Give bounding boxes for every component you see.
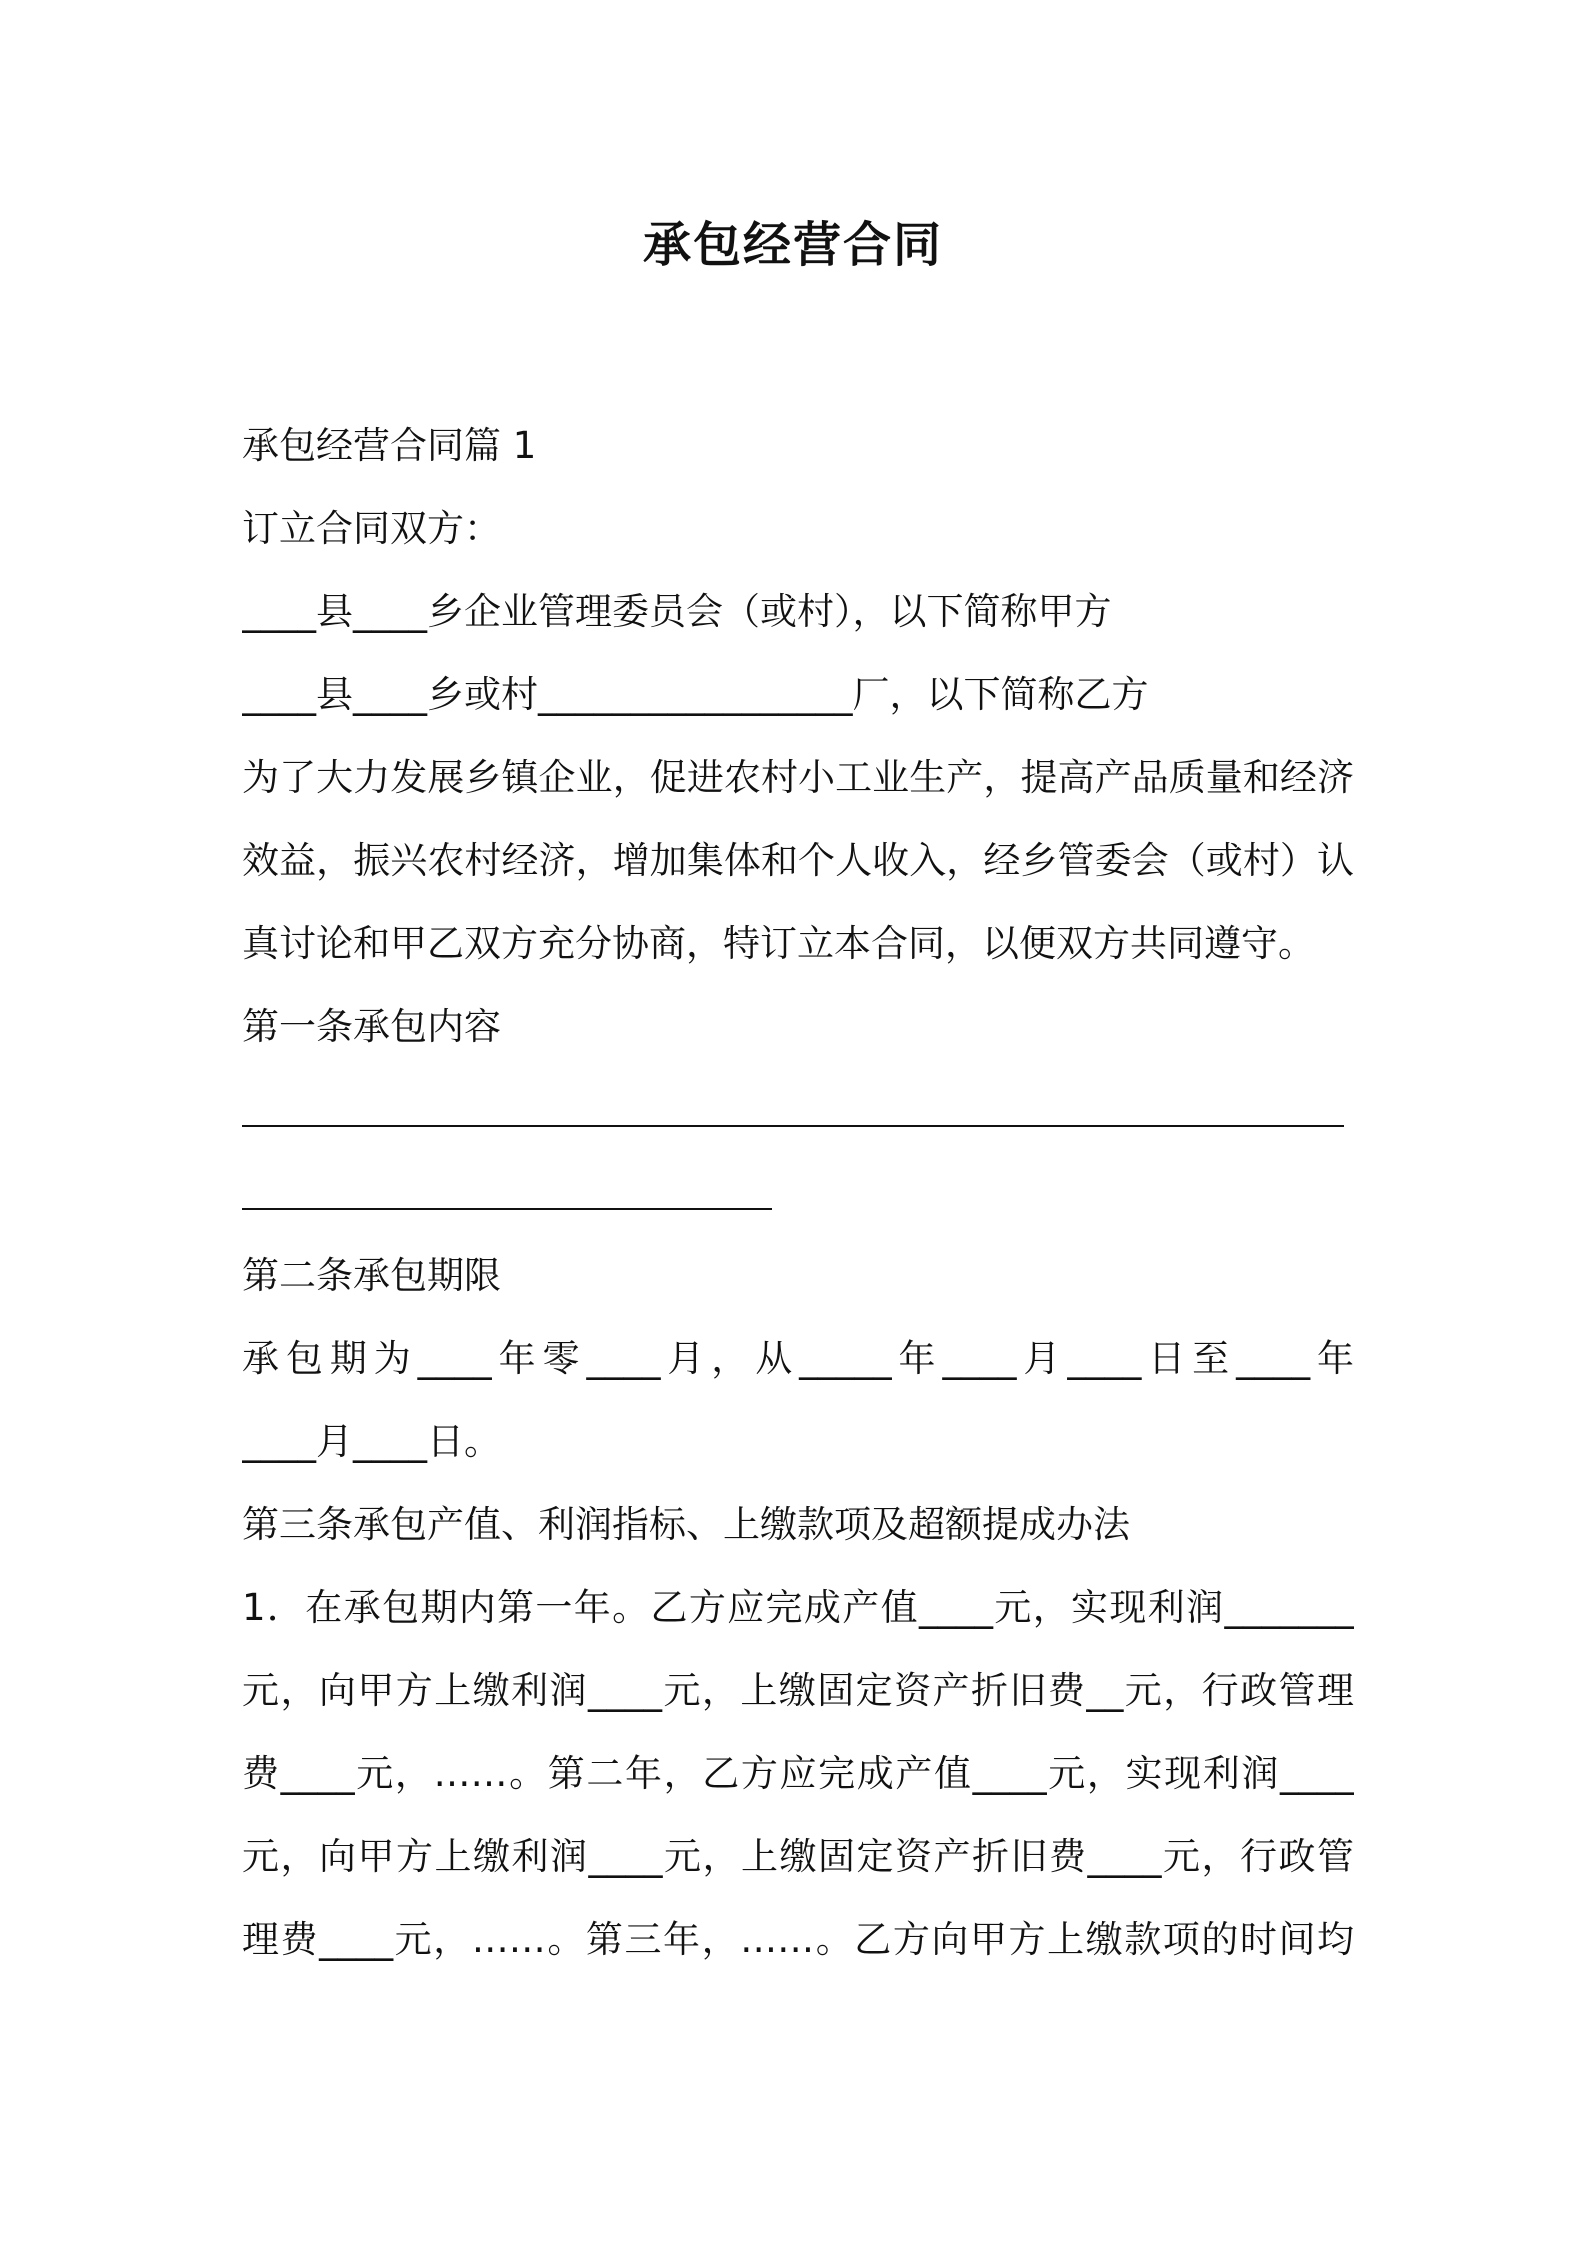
paragraph-line: 元，向甲方上缴利润____元，上缴固定资产折旧费__元，行政管理 bbox=[242, 1669, 1354, 1712]
paragraph-line: ____县____乡或村_________________厂，以下简称乙方 bbox=[242, 673, 1149, 716]
paragraph-line: 1．在承包期内第一年。乙方应完成产值____元，实现利润_______ bbox=[242, 1586, 1354, 1629]
paragraph-line: 费____元，……。第二年，乙方应完成产值____元，实现利润____ bbox=[242, 1752, 1354, 1795]
paragraph-line: 为了大力发展乡镇企业，促进农村小工业生产，提高产品质量和经济 bbox=[242, 756, 1354, 799]
paragraph-line: 元，向甲方上缴利润____元，上缴固定资产折旧费____元，行政管 bbox=[242, 1835, 1354, 1878]
section-heading: 承包经营合同篇 1 bbox=[242, 424, 537, 467]
document-title: 承包经营合同 bbox=[642, 217, 943, 273]
article-heading: 第一条承包内容 bbox=[242, 1005, 501, 1048]
paragraph-line: 真讨论和甲乙双方充分协商，特订立本合同，以便双方共同遵守。 bbox=[242, 922, 1315, 965]
paragraph-line: 承包期为____年零____月，从_____年____月____日至____年 bbox=[242, 1337, 1354, 1380]
article-heading: 第二条承包期限 bbox=[242, 1254, 501, 1297]
paragraph-line: 效益，振兴农村经济，增加集体和个人收入，经乡管委会（或村）认 bbox=[242, 839, 1354, 882]
article-heading: 第三条承包产值、利润指标、上缴款项及超额提成办法 bbox=[242, 1503, 1130, 1546]
paragraph-line: 订立合同双方： bbox=[242, 507, 501, 550]
blank-fill-line bbox=[242, 1151, 1354, 1234]
paragraph-line: ____县____乡企业管理委员会（或村），以下简称甲方 bbox=[242, 590, 1112, 633]
paragraph-line: 理费____元，……。第三年，……。乙方向甲方上缴款项的时间均 bbox=[242, 1918, 1354, 1961]
document-body bbox=[242, 404, 1354, 1981]
blank-fill-line bbox=[242, 1068, 1354, 1151]
paragraph-line: ____月____日。 bbox=[242, 1420, 501, 1463]
